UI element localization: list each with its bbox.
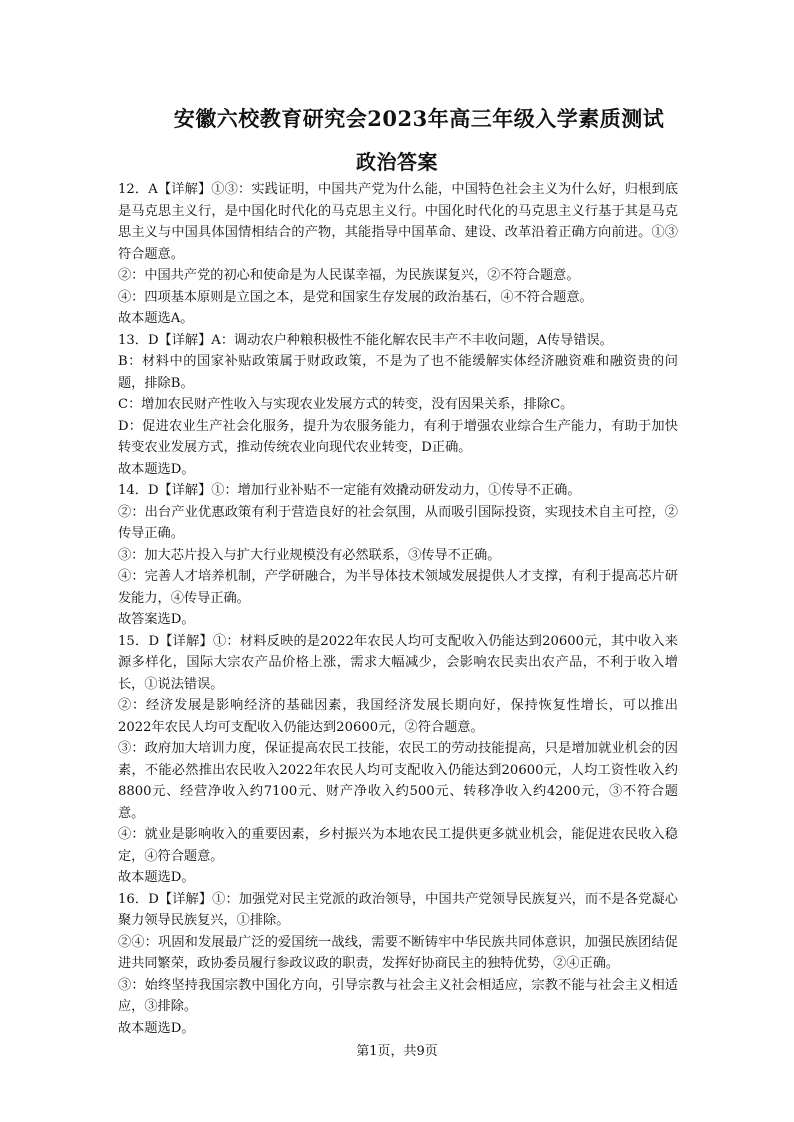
- paragraph: ④：完善人才培养机制，产学研融合，为半导体技术领域发展提供人才支撑，有利于提高芯片研发能力，④传导正确。: [118, 569, 678, 606]
- paragraph: ②④：巩固和发展最广泛的爱国统一战线，需要不断铸牢中华民族共同体意识，加强民族团结促进共同繁荣，政协委员履行参政议政的职责，发挥好协商民主的独特优势，②④正确。: [118, 934, 678, 971]
- paragraph: 16．D【详解】①：加强党对民主党派的政治领导，中国共产党领导民族复兴，而不是各党凝心聚力领导民族复兴，①排除。: [118, 891, 678, 928]
- paragraph: B：材料中的国家补贴政策属于财政政策，不是为了也不能缓解实体经济融资难和融资贵的问题，排除B。: [118, 354, 678, 391]
- paragraph: ④：就业是影响收入的重要因素，乡村振兴为本地农民工提供更多就业机会，能促进农民收入稳定，④符合题意。: [118, 827, 678, 864]
- paragraph: ③：政府加大培训力度，保证提高农民工技能，农民工的劳动技能提高，只是增加就业机会的因素，不能必然推出农民收入2022年农民人均可支配收入仍能达到20600元，人均工资性收入约8800元、经营净收入约7100元、财产净收入约500元、转移净收入约4200元，③不符合题意。: [118, 741, 678, 821]
- paragraph: 12．A【详解】①③：实践证明，中国共产党为什么能，中国特色社会主义为什么好，归根到底是马克思主义行，是中国化时代化的马克思主义行。中国化时代化的马克思主义行基于其是马克思主义与中国具体国情相结合的产物，其能指导中国革命、建设、改革沿着正确方向前进。①③符合题意。: [118, 182, 678, 262]
- paragraph: D：促进农业生产社会化服务，提升为农服务能力，有利于增强农业综合生产能力，有助于加快转变农业发展方式，推动传统农业向现代农业转变，D正确。: [118, 418, 678, 455]
- paragraph: 故本题选D。: [118, 1020, 195, 1036]
- document-subtitle: 政治答案: [356, 150, 438, 174]
- paragraph: 15．D【详解】①：材料反映的是2022年农民人均可支配收入仍能达到20600元，其中收入来源多样化，国际大宗农产品价格上涨，需求大幅减少，会影响农民卖出农产品，不利于收入增长，①说法错误。: [118, 633, 678, 692]
- paragraph: ③：始终坚持我国宗教中国化方向，引导宗教与社会主义社会相适应，宗教不能与社会主义相适应，③排除。: [118, 977, 678, 1014]
- paragraph: C：增加农民财产性收入与实现农业发展方式的转变，没有因果关系，排除C。: [118, 397, 574, 412]
- paragraph: 13．D【详解】A：调动农户种粮积极性不能化解农民丰产不丰收问题，A传导错误。: [118, 332, 613, 348]
- document-title: 安徽六校教育研究会2023年高三年级入学素质测试: [173, 106, 665, 131]
- paragraph: ④：四项基本原则是立国之本，是党和国家生存发展的政治基石，④不符合题意。: [118, 289, 593, 305]
- paragraph: ③：加大芯片投入与扩大行业规模没有必然联系，③传导不正确。: [118, 547, 501, 563]
- paragraph: 14．D【详解】①：增加行业补贴不一定能有效撬动研发动力，①传导不正确。: [118, 483, 581, 498]
- paragraph: ②：出台产业优惠政策有利于营造良好的社会氛围，从而吸引国际投资，实现技术自主可控，②传导正确。: [118, 504, 678, 541]
- paragraph: 故本题选D。: [118, 461, 195, 477]
- paragraph: 故答案选D。: [118, 612, 195, 627]
- paragraph: 故本题选D。: [118, 870, 195, 885]
- answer-content: [118, 179, 678, 1039]
- page-number: 第1页，共9页: [356, 1044, 438, 1059]
- paragraph: 故本题选A。: [118, 311, 194, 326]
- paragraph: ②：经济发展是影响经济的基础因素，我国经济发展长期向好，保持恢复性增长，可以推出2022年农民人均可支配收入仍能达到20600元，②符合题意。: [118, 698, 678, 735]
- paragraph: ②：中国共产党的初心和使命是为人民谋幸福，为民族谋复兴，②不符合题意。: [118, 268, 580, 283]
